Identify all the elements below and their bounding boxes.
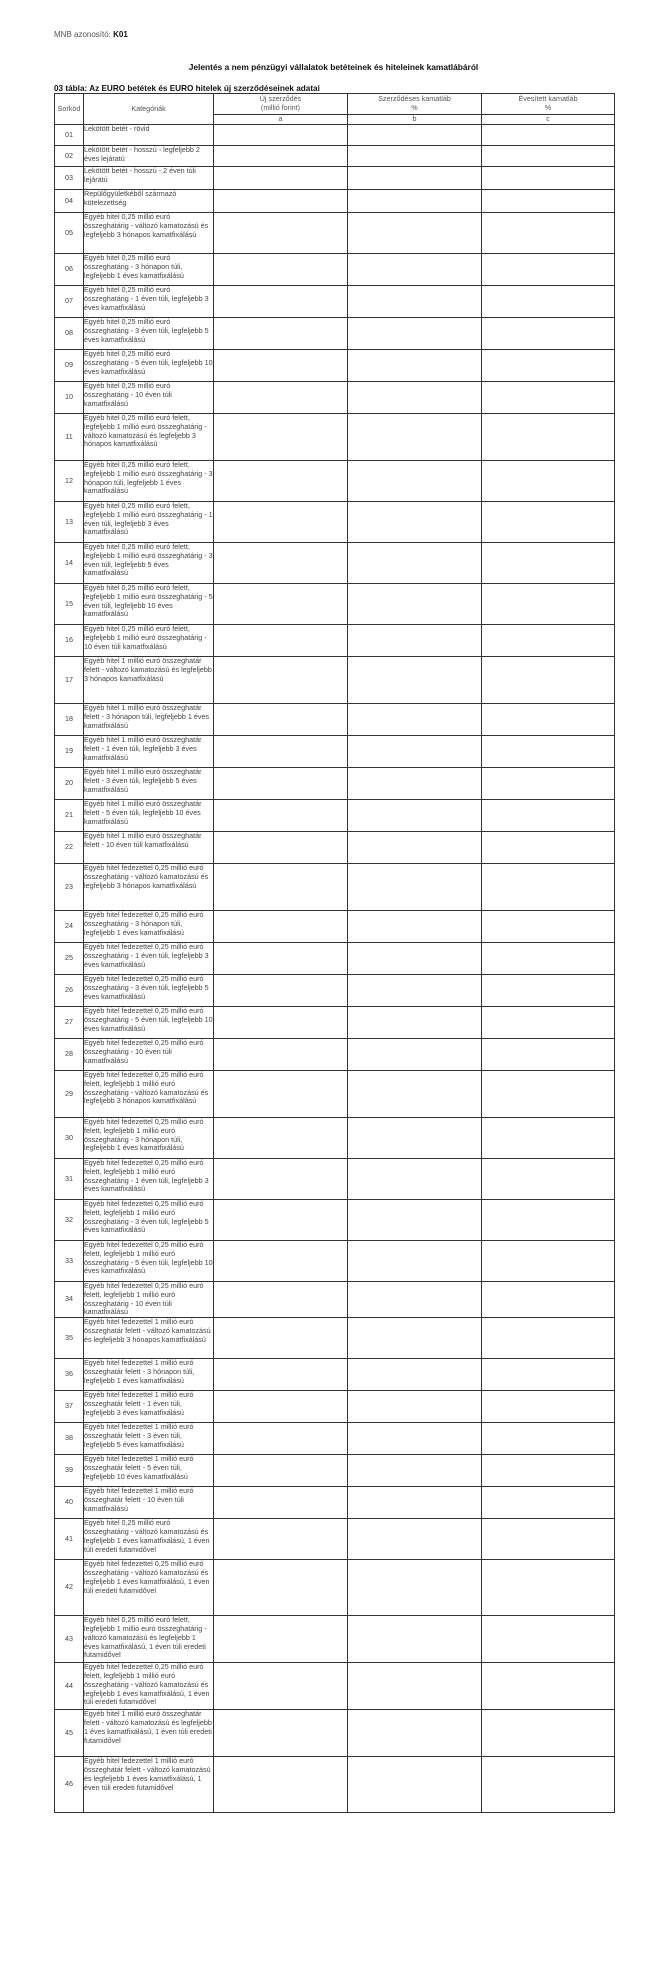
header-col-a-title: Új szerződés [259, 94, 302, 104]
row-code: 34 [55, 1282, 84, 1318]
report-title: Jelentés a nem pénzügyi vállalatok betéteinek és hiteleinek kamatlábáról [188, 62, 479, 72]
row-code: 46 [55, 1757, 84, 1813]
row-cell-c[interactable] [482, 125, 615, 146]
row-cell-b[interactable] [348, 146, 482, 167]
row-code: 33 [55, 1241, 84, 1282]
row-category: Egyéb hitel fedezettel 0,25 millió euró összeghatárig - változó kamatozású és legfeljebb 3 hónapos kamatfixálású [84, 864, 214, 911]
row-code: 08 [55, 318, 84, 350]
row-cell-b[interactable] [348, 736, 482, 768]
row-cell-c[interactable] [482, 318, 615, 350]
row-cell-c[interactable] [482, 1663, 615, 1710]
row-cell-c[interactable] [482, 350, 615, 382]
row-cell-c[interactable] [482, 254, 615, 286]
row-category: Egyéb hitel fedezettel 0,25 millió euró összeghatárig - 3 hónapon túli, legfeljebb 1 éves kamatfixálású [84, 911, 214, 943]
row-category: Egyéb hitel 0,25 millió euró összeghatárig - 5 éven túli, legfeljebb 10 éves kamatfixálású [84, 350, 214, 382]
row-category: Egyéb hitel fedezettel 0,25 millió euró felett, legfeljebb 1 millió euró összeghatárig - változó kamatozású és legfeljebb 1 éves kamatfixálású, 1 éven túli eredeti futamidővel [84, 1663, 214, 1710]
table-row [55, 584, 615, 625]
row-cell-b[interactable] [348, 1710, 482, 1757]
row-cell-c[interactable] [482, 625, 615, 657]
row-category: Egyéb hitel fedezettel 1 millió euró összeghatár felett - 1 éven túli, legfeljebb 3 éves kamatfixálású [84, 1391, 214, 1423]
row-cell-c[interactable] [482, 543, 615, 584]
table-row [55, 768, 615, 800]
row-cell-c[interactable] [482, 1560, 615, 1616]
row-category: Lekötött betét - rövid [84, 125, 214, 146]
row-cell-a[interactable] [214, 1663, 348, 1710]
table-row [55, 1241, 615, 1282]
row-cell-c[interactable] [482, 1039, 615, 1071]
table-row [55, 943, 615, 975]
mnb-identifier-label: MNB azonosító: [54, 30, 111, 39]
row-category: Egyéb hitel 0,25 millió euró felett, legfeljebb 1 millió euró összeghatárig - változó kamatozású és legfeljebb 3 hónapos kamatfixálású [84, 414, 214, 461]
row-cell-a[interactable] [214, 1391, 348, 1423]
row-category: Egyéb hitel 1 millió euró összeghatár felett - 3 éven túli, legfeljebb 5 éves kamatfixálású [84, 768, 214, 800]
row-cell-b[interactable] [348, 1519, 482, 1560]
row-category: Egyéb hitel fedezettel 1 millió euró összeghatár felett - 10 éven túli kamatfixálású [84, 1487, 214, 1519]
row-category: Egyéb hitel fedezettel 0,25 millió euró összeghatárig - 10 éven túli kamatfixálású [84, 1039, 214, 1071]
row-category: Egyéb hitel 0,25 millió euró összeghatárig - változó kamatozású és legfeljebb 3 hónapos kamatfixálású [84, 213, 214, 254]
row-category: Egyéb hitel 0,25 millió euró összeghatárig - 3 éven túli, legfeljebb 5 éves kamatfixálású [84, 318, 214, 350]
row-code: 37 [55, 1391, 84, 1423]
row-code: 16 [55, 625, 84, 657]
row-cell-a[interactable] [214, 1757, 348, 1813]
row-cell-a[interactable] [214, 832, 348, 864]
row-cell-c[interactable] [482, 704, 615, 736]
row-code: 15 [55, 584, 84, 625]
row-cell-a[interactable] [214, 254, 348, 286]
row-cell-c[interactable] [482, 768, 615, 800]
row-cell-c[interactable] [482, 213, 615, 254]
table-row [55, 1159, 615, 1200]
table-row [55, 1455, 615, 1487]
row-category: Lekötött betét - hosszú - legfeljebb 2 éves lejáratú [84, 146, 214, 167]
row-code: 24 [55, 911, 84, 943]
row-category: Egyéb hitel 0,25 millió euró összeghatárig - 3 hónapon túli, legfeljebb 1 éves kamatfixálású [84, 254, 214, 286]
row-code: 27 [55, 1007, 84, 1039]
row-cell-b[interactable] [348, 1118, 482, 1159]
row-cell-b[interactable] [348, 704, 482, 736]
table-row [55, 167, 615, 190]
row-cell-b[interactable] [348, 832, 482, 864]
row-cell-b[interactable] [348, 543, 482, 584]
header-col-c-letter: c [482, 115, 615, 125]
row-cell-b[interactable] [348, 318, 482, 350]
row-category: Egyéb hitel fedezettel 1 millió euró összeghatár felett - 3 hónapon túli, legfeljebb 1 éves kamatfixálású [84, 1359, 214, 1391]
row-cell-b[interactable] [348, 911, 482, 943]
row-category: Egyéb hitel fedezettel 1 millió euró összeghatár felett - változó kamatozású és legfeljebb 3 hónapos kamatfixálású [84, 1318, 214, 1359]
row-cell-a[interactable] [214, 1007, 348, 1039]
row-cell-c[interactable] [482, 461, 615, 502]
table-body [55, 125, 615, 1813]
row-cell-c[interactable] [482, 1616, 615, 1663]
row-code: 04 [55, 190, 84, 213]
row-cell-b[interactable] [348, 502, 482, 543]
row-cell-c[interactable] [482, 1159, 615, 1200]
row-category: Egyéb hitel 1 millió euró összeghatár felett - változó kamatozású és legfeljebb 1 éves kamatfixálású, 1 éven túli eredeti futamidővel [84, 1710, 214, 1757]
row-cell-c[interactable] [482, 1200, 615, 1241]
table-row [55, 1487, 615, 1519]
header-col-b-unit: % [411, 103, 418, 112]
table-row [55, 657, 615, 704]
row-cell-b[interactable] [348, 254, 482, 286]
row-code: 19 [55, 736, 84, 768]
row-code: 01 [55, 125, 84, 146]
row-cell-a[interactable] [214, 1071, 348, 1118]
row-category: Egyéb hitel 0,25 millió euró felett, legfeljebb 1 millió euró összeghatárig - 3 hónapon túli, legfeljebb 1 éves kamatfixálású [84, 461, 214, 502]
table-row [55, 1423, 615, 1455]
row-cell-b[interactable] [348, 1487, 482, 1519]
row-code: 10 [55, 382, 84, 414]
row-code: 40 [55, 1487, 84, 1519]
row-category: Egyéb hitel 0,25 millió euró felett, legfeljebb 1 millió euró összeghatárig - 3 éven túli, legfeljebb 5 éves kamatfixálású [84, 543, 214, 584]
row-cell-c[interactable] [482, 584, 615, 625]
table-row [55, 1359, 615, 1391]
row-cell-c[interactable] [482, 146, 615, 167]
row-code: 14 [55, 543, 84, 584]
row-code: 21 [55, 800, 84, 832]
row-category: Egyéb hitel 1 millió euró összeghatár felett - 5 éven túli, legfeljebb 10 éves kamatfixálású [84, 800, 214, 832]
row-category: Egyéb hitel fedezettel 0,25 millió euró összeghatárig - 1 éven túli, legfeljebb 3 éves kamatfixálású [84, 943, 214, 975]
row-code: 45 [55, 1710, 84, 1757]
mnb-identifier-code: K01 [113, 30, 128, 39]
table-row [55, 1039, 615, 1071]
row-cell-c[interactable] [482, 1318, 615, 1359]
row-cell-c[interactable] [482, 832, 615, 864]
row-code: 18 [55, 704, 84, 736]
row-cell-c[interactable] [482, 1757, 615, 1813]
row-category: Egyéb hitel 1 millió euró összeghatár felett - változó kamatozású és legfeljebb 3 hónapos kamatfixálású [84, 657, 214, 704]
row-code: 29 [55, 1071, 84, 1118]
row-cell-a[interactable] [214, 190, 348, 213]
row-cell-c[interactable] [482, 1071, 615, 1118]
row-cell-a[interactable] [214, 350, 348, 382]
row-category: Egyéb hitel 0,25 millió euró összeghatárig - változó kamatozású és legfeljebb 1 éves kamatfixálású, 1 éven túli eredeti futamidővel [84, 1519, 214, 1560]
row-cell-b[interactable] [348, 1071, 482, 1118]
row-cell-c[interactable] [482, 1710, 615, 1757]
row-cell-c[interactable] [482, 190, 615, 213]
row-category: Egyéb hitel fedezettel 1 millió euró összeghatár felett - változó kamatozású és legfeljebb 1 éves kamatfixálású, 1 éven túli eredeti futamidővel [84, 1757, 214, 1813]
header-col-c-title: Évesített kamatláb [518, 94, 578, 104]
row-code: 13 [55, 502, 84, 543]
row-cell-a[interactable] [214, 543, 348, 584]
row-code: 02 [55, 146, 84, 167]
row-cell-b[interactable] [348, 1282, 482, 1318]
row-cell-c[interactable] [482, 1487, 615, 1519]
table-row [55, 800, 615, 832]
table-row [55, 318, 615, 350]
row-category: Egyéb hitel 0,25 millió euró felett, legfeljebb 1 millió euró összeghatárig - változó kamatozású és legfeljebb 1 éves kamatfixálású, 1 éven túli eredeti futamidővel [84, 1616, 214, 1663]
row-category: Egyéb hitel 1 millió euró összeghatár felett - 1 éven túli, legfeljebb 3 éves kamatfixálású [84, 736, 214, 768]
row-code: 36 [55, 1359, 84, 1391]
row-cell-b[interactable] [348, 286, 482, 318]
row-cell-c[interactable] [482, 1118, 615, 1159]
row-cell-a[interactable] [214, 1519, 348, 1560]
row-cell-b[interactable] [348, 1318, 482, 1359]
table-row [55, 350, 615, 382]
table-row [55, 1200, 615, 1241]
row-cell-a[interactable] [214, 1118, 348, 1159]
row-category: Egyéb hitel 0,25 millió euró összeghatárig - 1 éven túli, legfeljebb 3 éves kamatfixálású [84, 286, 214, 318]
header-col-a [214, 94, 348, 115]
row-cell-b[interactable] [348, 1039, 482, 1071]
row-cell-b[interactable] [348, 213, 482, 254]
row-code: 42 [55, 1560, 84, 1616]
table-row [55, 864, 615, 911]
row-category: Egyéb hitel fedezettel 0,25 millió euró felett, legfeljebb 1 millió euró összeghatárig - 3 hónapon túli, legfeljebb 1 éves kamatfixálású [84, 1118, 214, 1159]
row-cell-b[interactable] [348, 350, 482, 382]
table-row [55, 1519, 615, 1560]
row-cell-c[interactable] [482, 1519, 615, 1560]
row-category: Egyéb hitel fedezettel 0,25 millió euró felett, legfeljebb 1 millió euró összeghatárig - 1 éven túli, legfeljebb 3 éves kamatfixálású [84, 1159, 214, 1200]
row-code: 11 [55, 414, 84, 461]
row-cell-a[interactable] [214, 1318, 348, 1359]
table-row [55, 704, 615, 736]
mnb-identifier [54, 30, 128, 39]
row-cell-b[interactable] [348, 1241, 482, 1282]
row-category: Egyéb hitel fedezettel 0,25 millió euró összeghatárig - 3 éven túli, legfeljebb 5 éves kamatfixálású [84, 975, 214, 1007]
row-cell-c[interactable] [482, 1241, 615, 1282]
row-cell-a[interactable] [214, 125, 348, 146]
table-row [55, 190, 615, 213]
header-code: Sorkód [55, 94, 84, 125]
table-row [55, 213, 615, 254]
row-cell-a[interactable] [214, 167, 348, 190]
row-cell-b[interactable] [348, 584, 482, 625]
table-row [55, 125, 615, 146]
row-code: 25 [55, 943, 84, 975]
row-cell-b[interactable] [348, 943, 482, 975]
header-col-c [482, 94, 615, 115]
table-row [55, 1757, 615, 1813]
table-row [55, 1710, 615, 1757]
row-code: 07 [55, 286, 84, 318]
header-col-b-title: Szerződéses kamatláb [378, 94, 451, 104]
row-cell-b[interactable] [348, 167, 482, 190]
row-cell-b[interactable] [348, 1359, 482, 1391]
row-cell-b[interactable] [348, 1007, 482, 1039]
row-cell-a[interactable] [214, 1241, 348, 1282]
row-category: Egyéb hitel fedezettel 0,25 millió euró felett, legfeljebb 1 millió euró összeghatárig - 3 éven túli, legfeljebb 5 éves kamatfixálású [84, 1200, 214, 1241]
row-cell-b[interactable] [348, 1423, 482, 1455]
row-category: Egyéb hitel fedezettel 1 millió euró összeghatár felett - 5 éven túli, legfeljebb 10 éves kamatfixálású [84, 1455, 214, 1487]
row-cell-b[interactable] [348, 1159, 482, 1200]
row-cell-c[interactable] [482, 286, 615, 318]
row-cell-c[interactable] [482, 911, 615, 943]
row-cell-b[interactable] [348, 125, 482, 146]
row-category: Egyéb hitel fedezettel 1 millió euró összeghatár felett - 3 éven túli, legfeljebb 5 éves kamatfixálású [84, 1423, 214, 1455]
row-cell-a[interactable] [214, 1710, 348, 1757]
table-row [55, 1071, 615, 1118]
table-row [55, 254, 615, 286]
row-cell-c[interactable] [482, 1007, 615, 1039]
row-code: 31 [55, 1159, 84, 1200]
row-code: 44 [55, 1663, 84, 1710]
row-cell-a[interactable] [214, 502, 348, 543]
row-cell-a[interactable] [214, 768, 348, 800]
row-category: Egyéb hitel 1 millió euró összeghatár felett - 3 hónapon túli, legfeljebb 1 éves kamatfixálású [84, 704, 214, 736]
row-cell-c[interactable] [482, 1391, 615, 1423]
row-code: 09 [55, 350, 84, 382]
row-cell-b[interactable] [348, 625, 482, 657]
row-category: Egyéb hitel 0,25 millió euró felett, legfeljebb 1 millió euró összeghatárig - 5 éven túli, legfeljebb 10 éves kamatfixálású [84, 584, 214, 625]
row-cell-c[interactable] [482, 414, 615, 461]
row-code: 39 [55, 1455, 84, 1487]
header-col-b-letter: b [348, 115, 482, 125]
row-cell-c[interactable] [482, 502, 615, 543]
row-cell-b[interactable] [348, 1455, 482, 1487]
row-code: 17 [55, 657, 84, 704]
row-cell-a[interactable] [214, 146, 348, 167]
row-cell-a[interactable] [214, 1200, 348, 1241]
row-cell-c[interactable] [482, 864, 615, 911]
row-cell-c[interactable] [482, 943, 615, 975]
table-row [55, 286, 615, 318]
table-row [55, 736, 615, 768]
row-cell-a[interactable] [214, 864, 348, 911]
row-cell-b[interactable] [348, 1200, 482, 1241]
header-col-c-unit: % [544, 103, 552, 112]
table-row [55, 414, 615, 461]
row-cell-a[interactable] [214, 1359, 348, 1391]
table-title: 03 tábla: Az EURO betétek és EURO hitelek új szerződéseinek adatai [54, 84, 320, 93]
row-category: Egyéb hitel fedezettel 0,25 millió euró felett, legfeljebb 1 millió euró összeghatárig - 10 éven túli kamatfixálású [84, 1282, 214, 1318]
row-code: 20 [55, 768, 84, 800]
row-cell-a[interactable] [214, 1282, 348, 1318]
row-cell-c[interactable] [482, 1455, 615, 1487]
row-code: 30 [55, 1118, 84, 1159]
row-category: Egyéb hitel 0,25 millió euró felett, legfeljebb 1 millió euró összeghatárig - 10 éven túli kamatfixálású [84, 625, 214, 657]
row-cell-b[interactable] [348, 461, 482, 502]
table-row [55, 1118, 615, 1159]
row-cell-a[interactable] [214, 286, 348, 318]
table-row [55, 1282, 615, 1318]
table-row [55, 1560, 615, 1616]
row-cell-c[interactable] [482, 167, 615, 190]
row-cell-b[interactable] [348, 1391, 482, 1423]
row-code: 12 [55, 461, 84, 502]
row-cell-b[interactable] [348, 975, 482, 1007]
row-cell-a[interactable] [214, 1455, 348, 1487]
table-row [55, 975, 615, 1007]
row-category: Egyéb hitel 1 millió euró összeghatár felett - 10 éven túli kamatfixálású [84, 832, 214, 864]
row-cell-a[interactable] [214, 1487, 348, 1519]
row-category: Egyéb hitel 0,25 millió euró összeghatárig - 10 éven túli kamatfixálású [84, 382, 214, 414]
row-cell-a[interactable] [214, 1159, 348, 1200]
row-cell-b[interactable] [348, 768, 482, 800]
header-col-a-unit: (millió forint) [260, 103, 301, 112]
row-cell-b[interactable] [348, 1560, 482, 1616]
row-cell-c[interactable] [482, 736, 615, 768]
table-row [55, 461, 615, 502]
row-cell-b[interactable] [348, 657, 482, 704]
row-category: Egyéb hitel fedezettel 0,25 millió euró felett, legfeljebb 1 millió euró összeghatárig - változó kamatozású és legfeljebb 3 hónapos kamatfixálású [84, 1071, 214, 1118]
row-cell-a[interactable] [214, 461, 348, 502]
table-row [55, 1007, 615, 1039]
row-cell-c[interactable] [482, 975, 615, 1007]
table-row [55, 382, 615, 414]
row-code: 41 [55, 1519, 84, 1560]
row-code: 05 [55, 213, 84, 254]
row-cell-b[interactable] [348, 1757, 482, 1813]
row-cell-b[interactable] [348, 382, 482, 414]
row-cell-a[interactable] [214, 736, 348, 768]
row-cell-a[interactable] [214, 1039, 348, 1071]
table-row [55, 625, 615, 657]
row-cell-a[interactable] [214, 213, 348, 254]
row-cell-b[interactable] [348, 190, 482, 213]
row-code: 43 [55, 1616, 84, 1663]
row-cell-b[interactable] [348, 864, 482, 911]
row-cell-a[interactable] [214, 584, 348, 625]
table-row [55, 543, 615, 584]
row-cell-a[interactable] [214, 800, 348, 832]
header-col-a-letter: a [214, 115, 348, 125]
data-table [54, 93, 615, 1813]
row-cell-a[interactable] [214, 382, 348, 414]
row-category: Repülőgyületkéből származó kötelezettség [84, 190, 214, 213]
table-row [55, 1391, 615, 1423]
row-cell-b[interactable] [348, 414, 482, 461]
row-cell-b[interactable] [348, 1663, 482, 1710]
header-category: Kategóriák [84, 94, 214, 125]
table-row [55, 1318, 615, 1359]
row-code: 32 [55, 1200, 84, 1241]
row-category: Egyéb hitel fedezettel 0,25 millió euró felett, legfeljebb 1 millió euró összeghatárig - 5 éven túli, legfeljebb 10 éves kamatfixálású [84, 1241, 214, 1282]
row-cell-a[interactable] [214, 911, 348, 943]
table-row [55, 1616, 615, 1663]
row-cell-a[interactable] [214, 1423, 348, 1455]
row-cell-a[interactable] [214, 1560, 348, 1616]
header-col-b [348, 94, 482, 115]
row-code: 35 [55, 1318, 84, 1359]
row-cell-a[interactable] [214, 657, 348, 704]
row-code: 06 [55, 254, 84, 286]
row-code: 28 [55, 1039, 84, 1071]
row-cell-a[interactable] [214, 318, 348, 350]
row-cell-c[interactable] [482, 1359, 615, 1391]
row-cell-b[interactable] [348, 1616, 482, 1663]
row-code: 23 [55, 864, 84, 911]
row-code: 03 [55, 167, 84, 190]
row-cell-a[interactable] [214, 704, 348, 736]
table-row [55, 502, 615, 543]
row-cell-b[interactable] [348, 800, 482, 832]
row-code: 26 [55, 975, 84, 1007]
row-code: 22 [55, 832, 84, 864]
row-category: Egyéb hitel fedezettel 0,25 millió euró összeghatárig - változó kamatozású és legfeljebb 1 éves kamatfixálású, 1 éven túli eredeti futamidővel [84, 1560, 214, 1616]
table-row [55, 832, 615, 864]
row-cell-c[interactable] [482, 800, 615, 832]
row-cell-a[interactable] [214, 625, 348, 657]
row-category: Egyéb hitel 0,25 millió euró felett, legfeljebb 1 millió euró összeghatárig - 1 éven túli, legfeljebb 3 éves kamatfixálású [84, 502, 214, 543]
row-cell-a[interactable] [214, 1616, 348, 1663]
row-cell-a[interactable] [214, 943, 348, 975]
row-cell-c[interactable] [482, 1423, 615, 1455]
row-code: 38 [55, 1423, 84, 1455]
row-cell-a[interactable] [214, 975, 348, 1007]
row-category: Lekötött betét - hosszú - 2 éven túli lejáratú [84, 167, 214, 190]
row-cell-c[interactable] [482, 382, 615, 414]
row-cell-c[interactable] [482, 1282, 615, 1318]
table-row [55, 146, 615, 167]
table-row [55, 1663, 615, 1710]
table-row [55, 911, 615, 943]
row-category: Egyéb hitel fedezettel 0,25 millió euró összeghatárig - 5 éven túli, legfeljebb 10 éves kamatfixálású [84, 1007, 214, 1039]
row-cell-c[interactable] [482, 657, 615, 704]
row-cell-a[interactable] [214, 414, 348, 461]
